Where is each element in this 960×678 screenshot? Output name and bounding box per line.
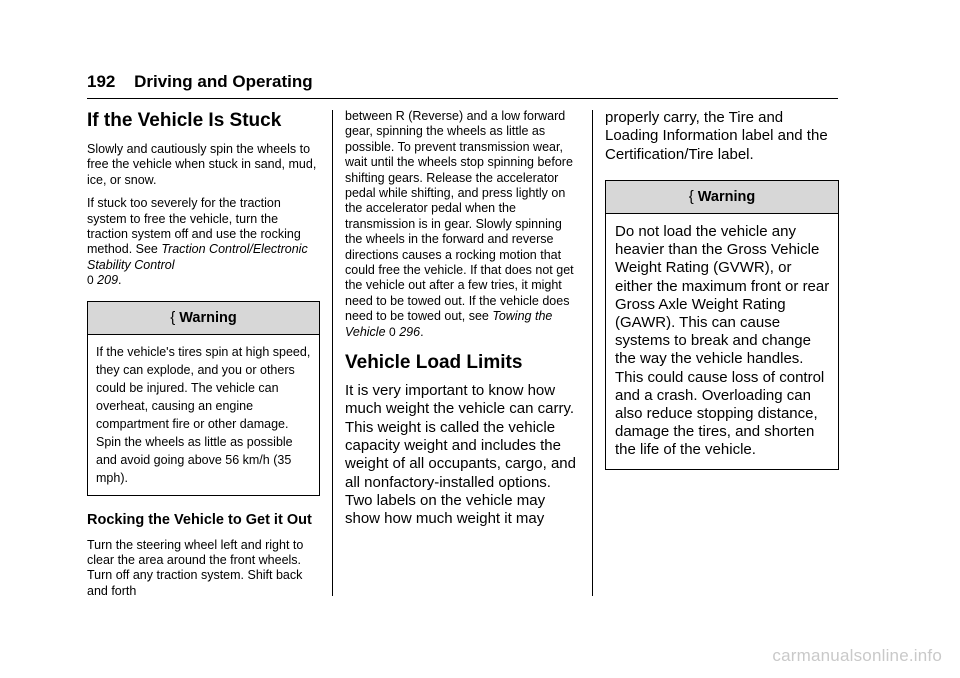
traction-control-page[interactable]: 209 [97, 273, 119, 288]
stuck-paragraph-2-text: If stuck too severely for the traction system to free the vehicle, turn the traction system off and use the rocking method. See [87, 196, 301, 257]
load-limits-continued: properly carry, the Tire and Loading Information label and the Certification/Tire label. [605, 109, 828, 163]
stuck-paragraph-1: Slowly and cautiously spin the wheels to free the vehicle when stuck in sand, mud, ice, or snow. [87, 142, 317, 187]
section-title: Driving and Operating [134, 72, 313, 91]
stuck-paragraph-2 [87, 196, 320, 288]
column-divider-2 [592, 110, 593, 596]
rocking-continued-text: between R (Reverse) and a low forward gear, spinning the wheels as little as possible. To prevent transmission wear, wait until the wheels stop spinning before shifting gears. Release the accelerator pedal while shifting, and press lightly on the accelerator pedal when the transmission is in gear. Slowly spinning the wheels in the forward and reverse directions causes a rocking motion that could free the vehicle. If that does not get the vehicle out after a few tries, it might need to be towed out. If the vehicle does need to be towed out, see [345, 109, 574, 324]
towing-link[interactable]: Towing the Vehicle [345, 309, 553, 339]
towing-page[interactable]: 296 [399, 324, 421, 339]
warning-label: Warning [697, 188, 756, 205]
page-header [87, 72, 313, 92]
stuck-title: If the Vehicle Is Stuck [87, 110, 282, 131]
warning-header [88, 302, 319, 335]
load-limits-paragraph: It is very important to know how much weight the vehicle can carry. This weight is called the vehicle capacity weight and includes the weight of all occupants, cargo, and all nonfactory-installed options. Two labels on the vehicle may show how much weight it may [345, 382, 576, 528]
column-3 [605, 110, 839, 486]
warning-label: Warning [179, 309, 237, 326]
rocking-continued-paragraph [345, 109, 577, 340]
warning-icon: { [170, 309, 176, 327]
warning-box-tires [87, 301, 320, 496]
warning-box-load [605, 180, 839, 470]
page-ref-icon: 0 [389, 324, 396, 339]
column-1 [87, 110, 320, 607]
page-ref-icon: 0 [87, 273, 94, 288]
period: . [420, 324, 424, 339]
warning-text: Do not load the vehicle any heavier than the Gross Vehicle Weight Rating (GVWR), or either the maximum front or rear Gross Axle Weight Rating (GAWR). This can cause systems to break and change the way the vehicle handles. This could cause loss of control and a crash. Overloading can also reduce stopping distance, damage the tires, and shorten the life of the vehicle. [615, 222, 830, 459]
warning-text: If the vehicle's tires spin at high speed, they can explode, and you or others could be injured. The vehicle can overheat, causing an engine compartment fire or other damage. Spin the wheels as little as possible and avoid going above 56 km/h (35 mph). [96, 344, 311, 485]
period: . [118, 273, 122, 288]
warning-icon: { [688, 188, 694, 206]
rocking-paragraph: Turn the steering wheel left and right to clear the area around the front wheels. Turn off any traction system. Shift back and forth [87, 537, 304, 598]
page-number: 192 [87, 72, 116, 91]
watermark: carmanualsonline.info [772, 646, 942, 665]
rocking-subheading: Rocking the Vehicle to Get it Out [87, 511, 312, 528]
column-divider-1 [332, 110, 333, 596]
column-2 [345, 110, 577, 536]
header-rule [87, 98, 838, 99]
traction-control-link[interactable]: Traction Control/Electronic Stability Control [87, 242, 308, 272]
warning-header [606, 181, 838, 214]
load-limits-title: Vehicle Load Limits [345, 352, 523, 374]
